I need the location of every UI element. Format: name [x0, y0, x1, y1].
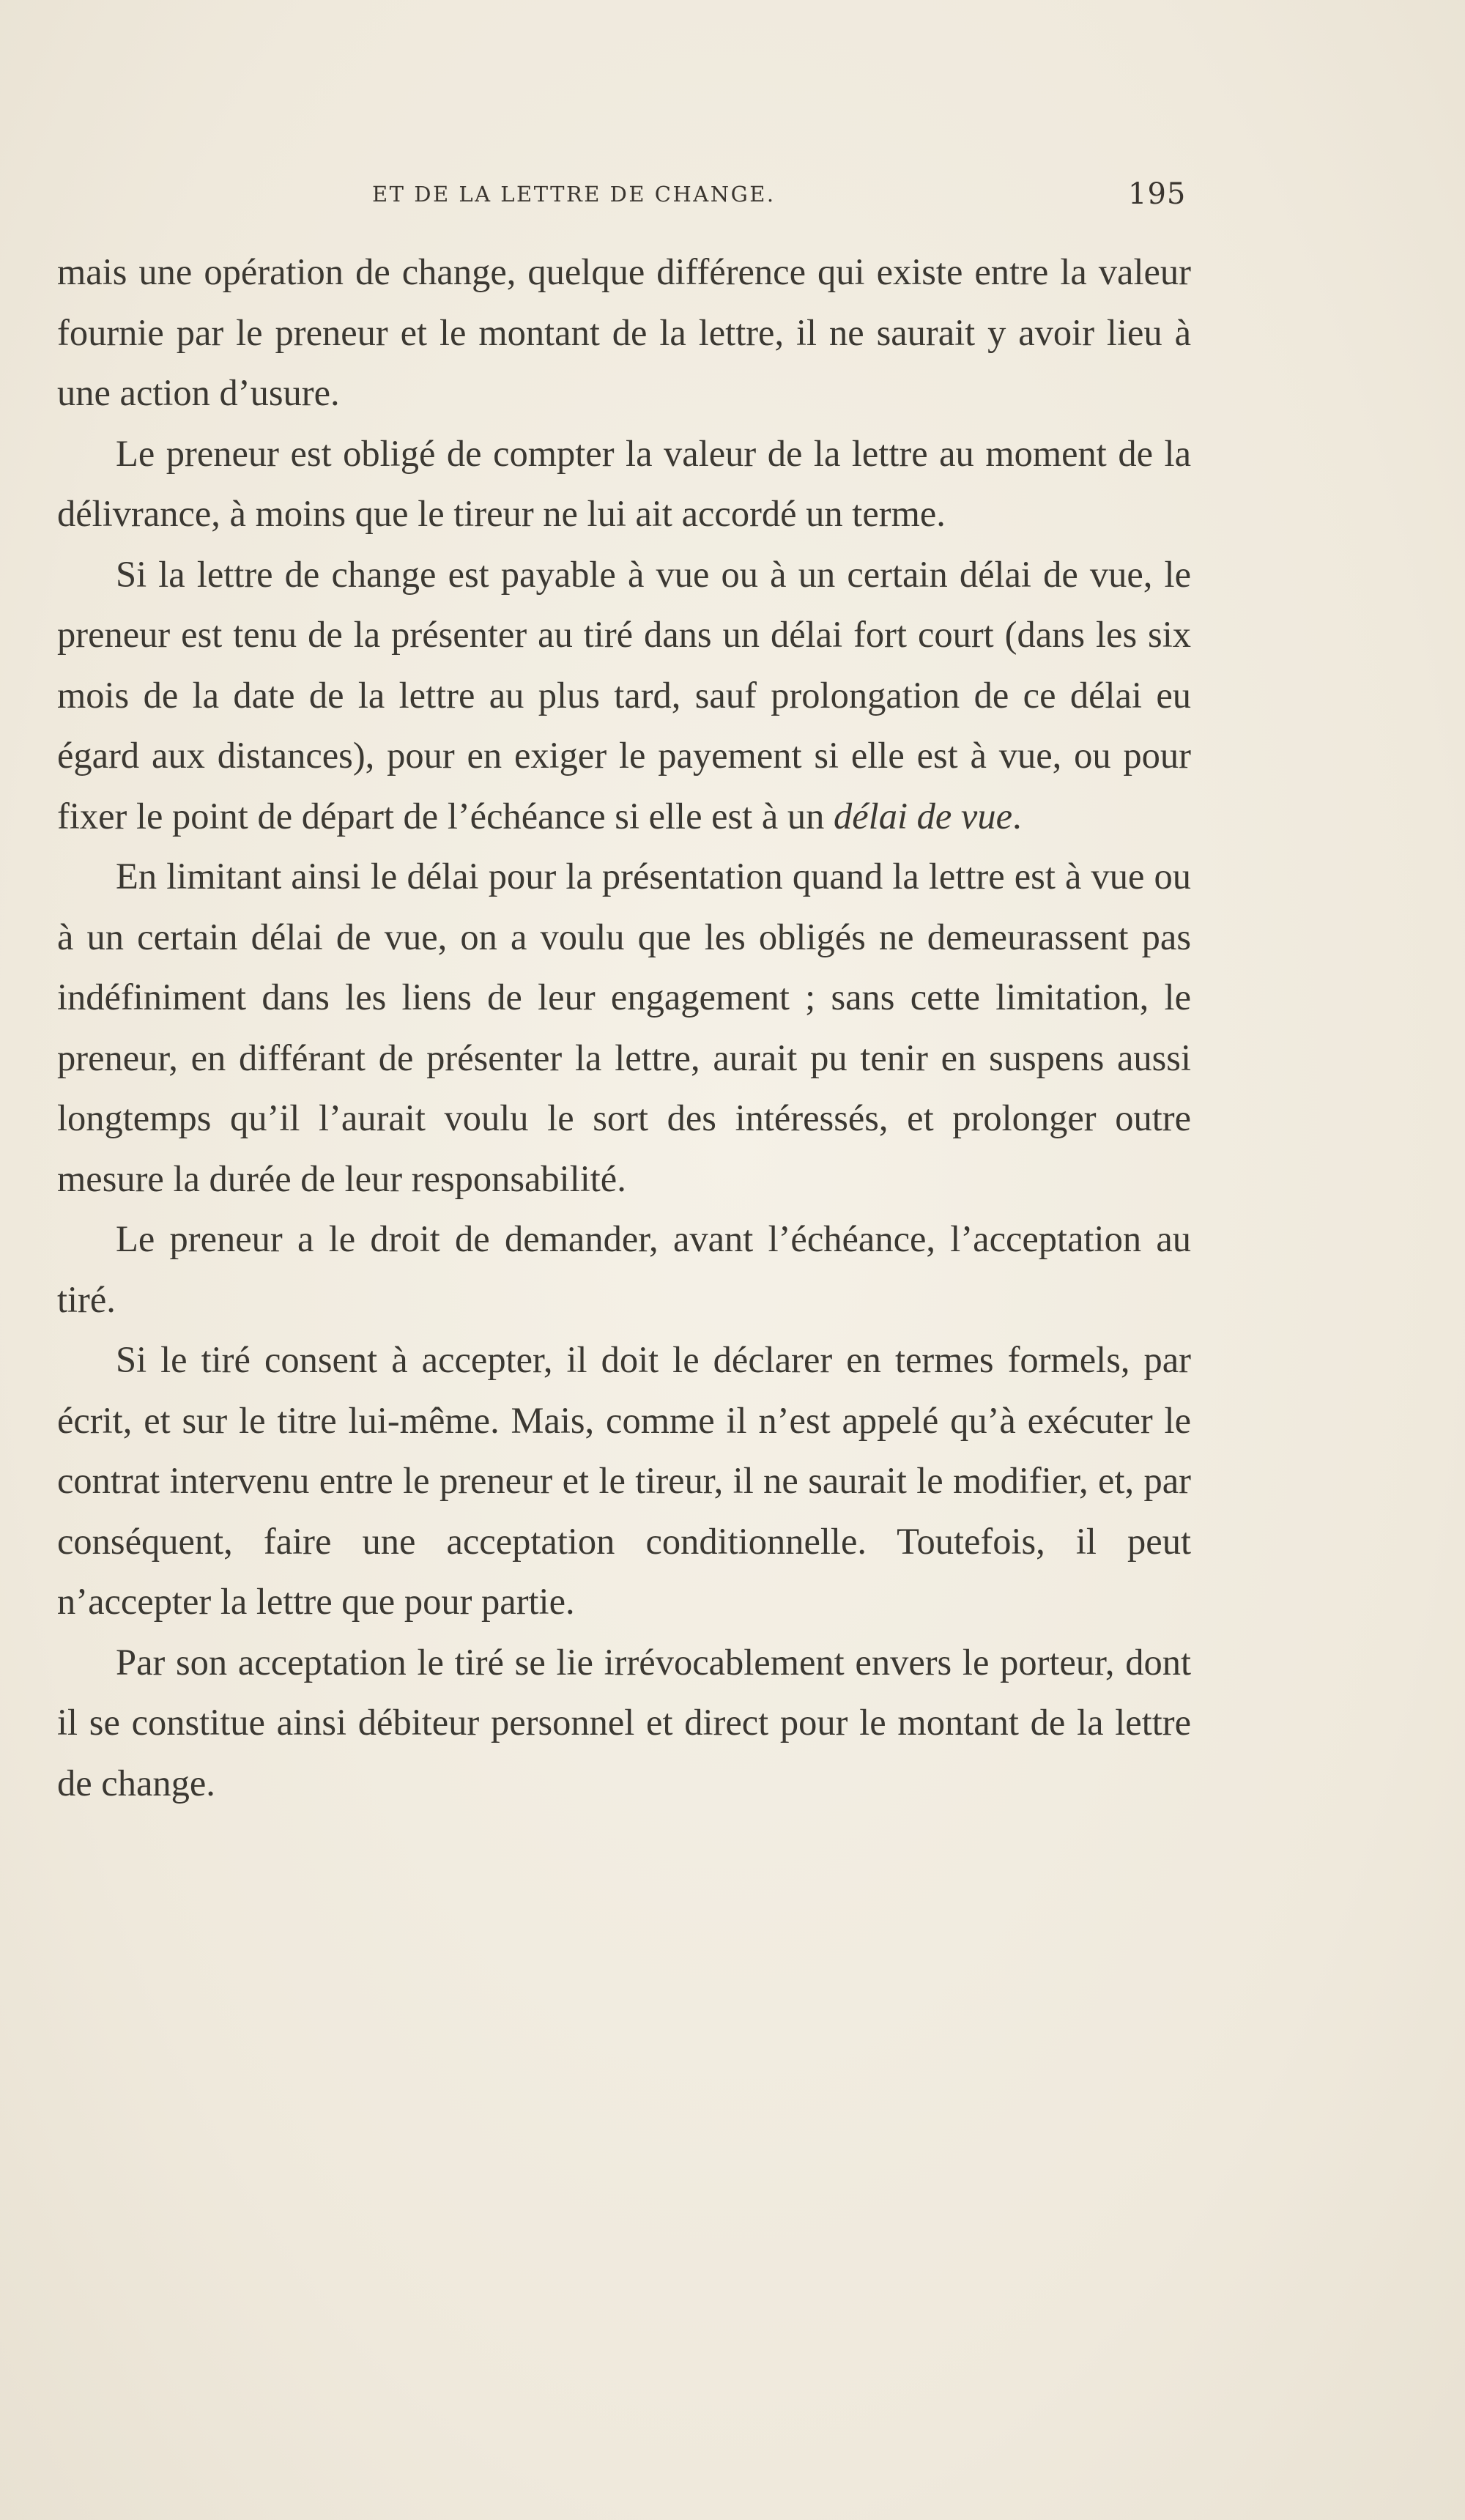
paragraph: Le preneur a le droit de demander, avant l’échéance, l’acceptation au tiré.	[57, 1218, 1191, 1320]
page-number: 195	[1128, 177, 1187, 211]
paragraph	[57, 544, 1191, 847]
paragraph: En limitant ainsi le délai pour la présentation quand la lettre est à vue ou à un certain délai de vue, on a voulu que les obligés ne demeurassent pas indéfiniment dans les liens de leur engagement ; sans cette limitation, le preneur, en différant de présenter la lettre, aurait pu tenir en suspens aussi longtemps qu’il l’aurait voulu le sort des intéressés, et prolonger outre mesure la durée de leur responsabilité.	[57, 856, 1191, 1199]
body-text	[57, 242, 1191, 1813]
paragraph: Le preneur est obligé de compter la valeur de la lettre au moment de la délivrance, à moins que le tireur ne lui ait accordé un terme.	[57, 432, 1191, 534]
running-head: ET DE LA LETTRE DE CHANGE.	[372, 182, 776, 207]
paragraph: Si le tiré consent à accepter, il doit le déclarer en termes formels, par écrit, et sur le titre lui-même. Mais, comme il n’est appelé qu’à exécuter le contrat intervenu entre le preneur et le tireur, il ne saurait le modifier, et, par conséquent, faire une acceptation conditionnelle. Toutefois, il peut n’accepter la lettre que pour partie.	[57, 1339, 1191, 1622]
paragraph: Par son acceptation le tiré se lie irrévocablement envers le porteur, dont il se constitue ainsi débiteur personnel et direct pour le montant de la lettre de change.	[57, 1641, 1191, 1804]
italic-phrase: délai de vue	[834, 795, 1012, 837]
paragraph-end: .	[1012, 795, 1022, 837]
paragraph-text: Si la lettre de change est payable à vue ou à un certain délai de vue, le preneur est tenu de la présenter au tiré dans un délai fort court (dans les six mois de la date de la lettre au plus tard, sauf prolongation de ce délai eu égard aux distances), pour en exiger le payement si elle est à vue, ou pour fixer le point de départ de l’échéance si elle est à un	[57, 553, 1191, 837]
paragraph-continued: mais une opération de change, quelque différence qui existe entre la valeur fournie par le preneur et le montant de la lettre, il ne saurait y avoir lieu à une action d’usure.	[57, 251, 1191, 413]
page-header	[0, 177, 1465, 226]
